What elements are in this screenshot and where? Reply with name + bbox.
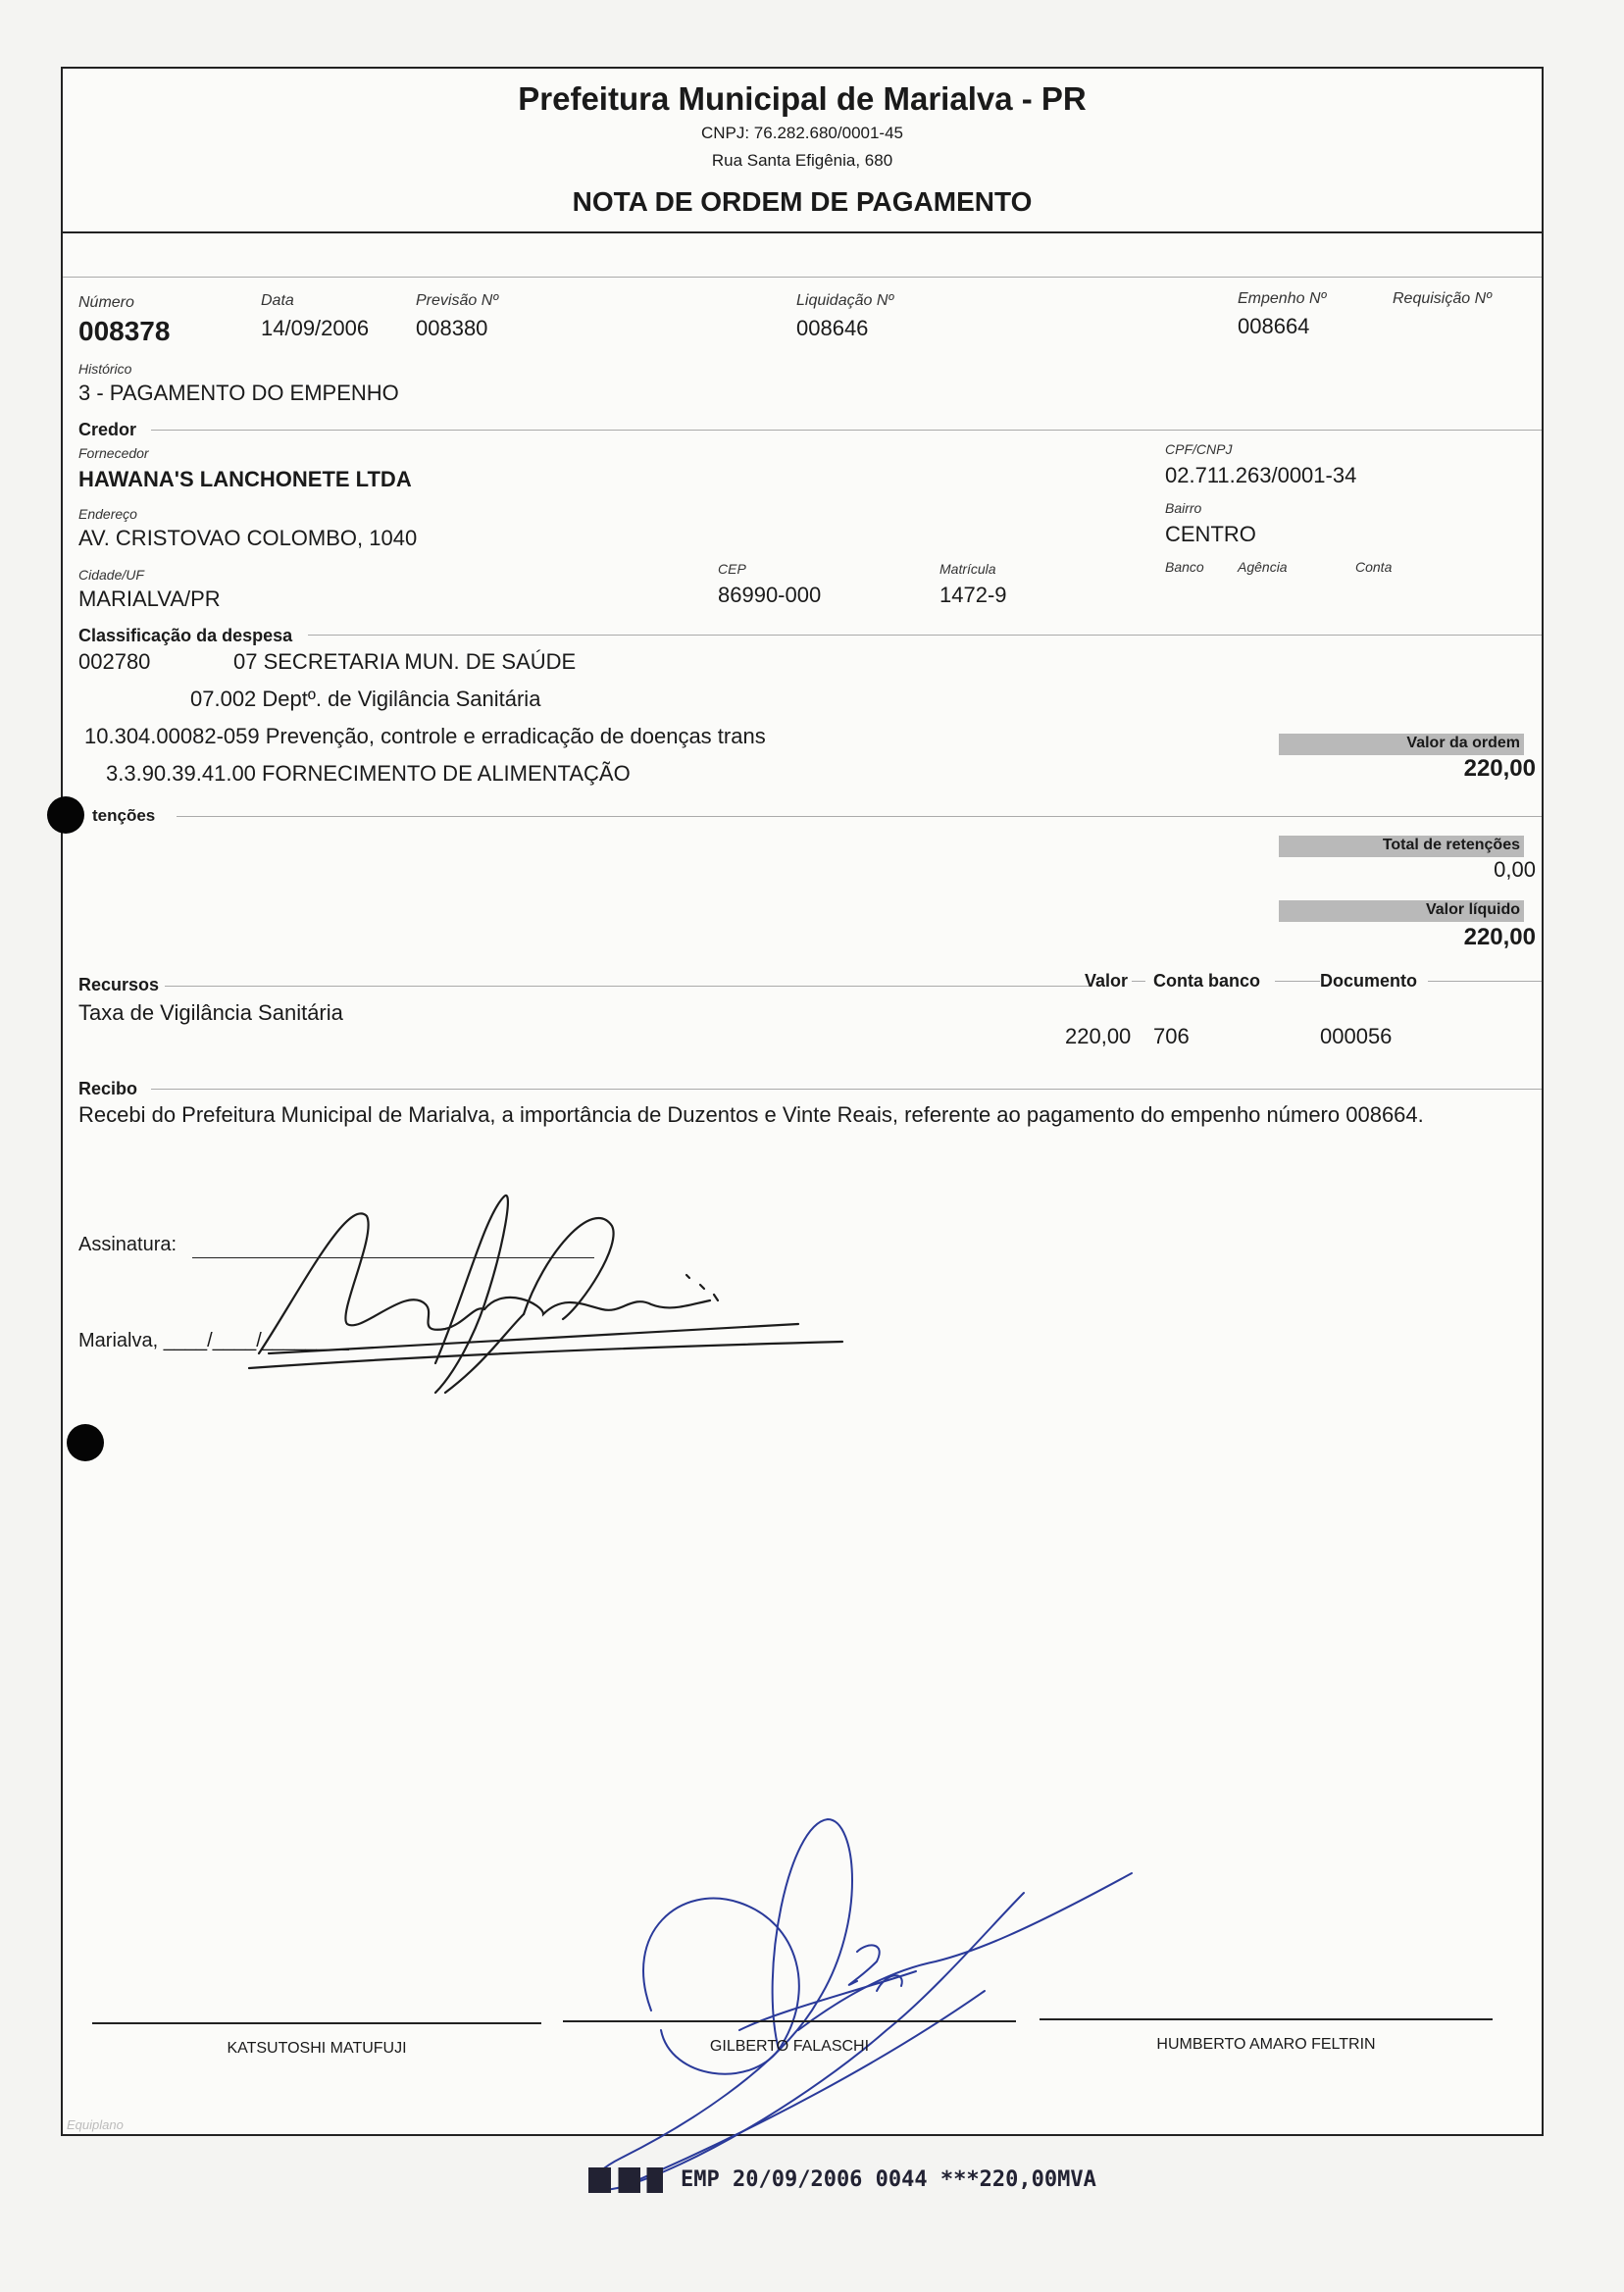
handwritten-signature-2 <box>563 1736 1191 2207</box>
recursos-rule <box>165 986 1091 987</box>
org-title: Prefeitura Municipal de Marialva - PR <box>518 80 1087 117</box>
valor-liquido-value: 220,00 <box>1463 924 1536 950</box>
fornecedor-label: Fornecedor <box>78 445 149 461</box>
footer-note: Equiplano <box>67 2117 124 2132</box>
retencoes-rule <box>177 816 1542 817</box>
documento-label: Documento <box>1320 971 1417 991</box>
requisicao-label: Requisição Nº <box>1393 290 1492 307</box>
fornecedor-value: HAWANA'S LANCHONETE LTDA <box>78 467 412 491</box>
empenho-label: Empenho Nº <box>1238 290 1327 307</box>
total-retencoes-value: 0,00 <box>1494 857 1536 882</box>
cidade-value: MARIALVA/PR <box>78 586 221 611</box>
header-divider <box>63 231 1542 233</box>
assinatura-label: Assinatura: <box>78 1234 178 1255</box>
recibo-text: Recebi do Prefeitura Municipal de Marialva, a importância de Duzentos e Vinte Reais, referente ao pagamento do empenho número 008664. <box>78 1102 1424 1127</box>
top-rule <box>63 277 1542 278</box>
cep-value: 86990-000 <box>718 583 822 607</box>
stamp-logo-icon <box>588 2167 663 2193</box>
credor-section: Credor <box>78 420 137 439</box>
bairro-value: CENTRO <box>1165 522 1256 546</box>
data-value: 14/09/2006 <box>261 316 370 340</box>
previsao-label: Previsão Nº <box>416 292 499 309</box>
endereco-value: AV. CRISTOVAO COLOMBO, 1040 <box>78 526 418 550</box>
valor-liquido-box <box>1279 900 1524 922</box>
classificacao-code: 002780 <box>78 649 151 674</box>
data-label: Data <box>261 292 294 309</box>
classificacao-section: Classificação da despesa <box>78 626 293 645</box>
recursos-descricao: Taxa de Vigilância Sanitária <box>78 1000 343 1025</box>
banco-label: Banco <box>1165 559 1204 575</box>
recursos-conta-banco: 706 <box>1153 1024 1190 1048</box>
endereco-label: Endereço <box>78 506 137 522</box>
agencia-label: Agência <box>1238 559 1288 575</box>
historico-value: 3 - PAGAMENTO DO EMPENHO <box>78 381 399 405</box>
cep-label: CEP <box>718 561 746 577</box>
numero-label: Número <box>78 294 134 311</box>
signatory-name-3: HUMBERTO AMARO FELTRIN <box>1156 2036 1376 2053</box>
classificacao-line2: 07.002 Deptº. de Vigilância Sanitária <box>190 687 541 711</box>
local-date: Marialva, ____/____/________ <box>78 1330 349 1351</box>
cidade-label: Cidade/UF <box>78 567 144 583</box>
total-retencoes-box <box>1279 836 1524 857</box>
punch-hole-bottom <box>67 1424 104 1461</box>
valor-liquido-label: Valor líquido <box>1425 901 1520 918</box>
org-cnpj: CNPJ: 76.282.680/0001-45 <box>700 124 904 142</box>
recursos-documento: 000056 <box>1320 1024 1393 1048</box>
total-retencoes-label: Total de retenções <box>1382 837 1520 853</box>
bairro-label: Bairro <box>1165 500 1202 516</box>
classificacao-line1: 07 SECRETARIA MUN. DE SAÚDE <box>233 649 577 674</box>
recursos-rule-3 <box>1275 981 1320 982</box>
recursos-section: Recursos <box>78 975 160 994</box>
liquidacao-label: Liquidação Nº <box>796 292 894 309</box>
classificacao-line4: 3.3.90.39.41.00 FORNECIMENTO DE ALIMENTAÇÃO <box>106 761 631 786</box>
stamp-text: EMP 20/09/2006 0044 ***220,00MVA <box>681 2167 1096 2192</box>
signatory-name-2: GILBERTO FALASCHI <box>709 2038 870 2055</box>
conta-banco-label: Conta banco <box>1153 971 1261 991</box>
liquidacao-value: 008646 <box>796 316 869 340</box>
retencoes-section: tenções <box>92 806 156 825</box>
recursos-rule-4 <box>1428 981 1542 982</box>
recibo-rule <box>151 1089 1542 1090</box>
document-title: NOTA DE ORDEM DE PAGAMENTO <box>572 186 1033 217</box>
numero-value: 008378 <box>78 316 171 346</box>
valor-ordem-box <box>1279 734 1524 755</box>
recibo-section: Recibo <box>78 1079 138 1098</box>
signatory-line-1 <box>92 2022 541 2024</box>
recursos-valor-label: Valor <box>1085 971 1129 991</box>
conta-label: Conta <box>1355 559 1393 575</box>
previsao-value: 008380 <box>416 316 488 340</box>
payment-order-document <box>61 67 1544 2136</box>
credor-rule <box>151 430 1542 431</box>
classificacao-line3: 10.304.00082-059 Prevenção, controle e erradicação de doenças trans <box>84 724 766 748</box>
cpf-label: CPF/CNPJ <box>1165 441 1233 457</box>
handwritten-signature-1 <box>190 1138 877 1422</box>
org-address: Rua Santa Efigênia, 680 <box>711 151 893 170</box>
cpf-value: 02.711.263/0001-34 <box>1165 463 1357 487</box>
empenho-value: 008664 <box>1238 314 1310 338</box>
recursos-valor: 220,00 <box>1065 1024 1132 1048</box>
punch-hole-top <box>47 796 84 834</box>
matricula-label: Matrícula <box>939 561 996 577</box>
signatory-line-3 <box>1040 2018 1493 2020</box>
matricula-value: 1472-9 <box>939 583 1007 607</box>
recursos-rule-2 <box>1132 981 1145 982</box>
signatory-name-1: KATSUTOSHI MATUFUJI <box>227 2040 407 2057</box>
payment-stamp <box>588 2167 1096 2193</box>
classificacao-rule <box>308 635 1542 636</box>
valor-ordem-label: Valor da ordem <box>1406 735 1520 751</box>
valor-ordem-value: 220,00 <box>1463 755 1536 782</box>
historico-label: Histórico <box>78 361 132 377</box>
signatory-line-2 <box>563 2020 1016 2022</box>
